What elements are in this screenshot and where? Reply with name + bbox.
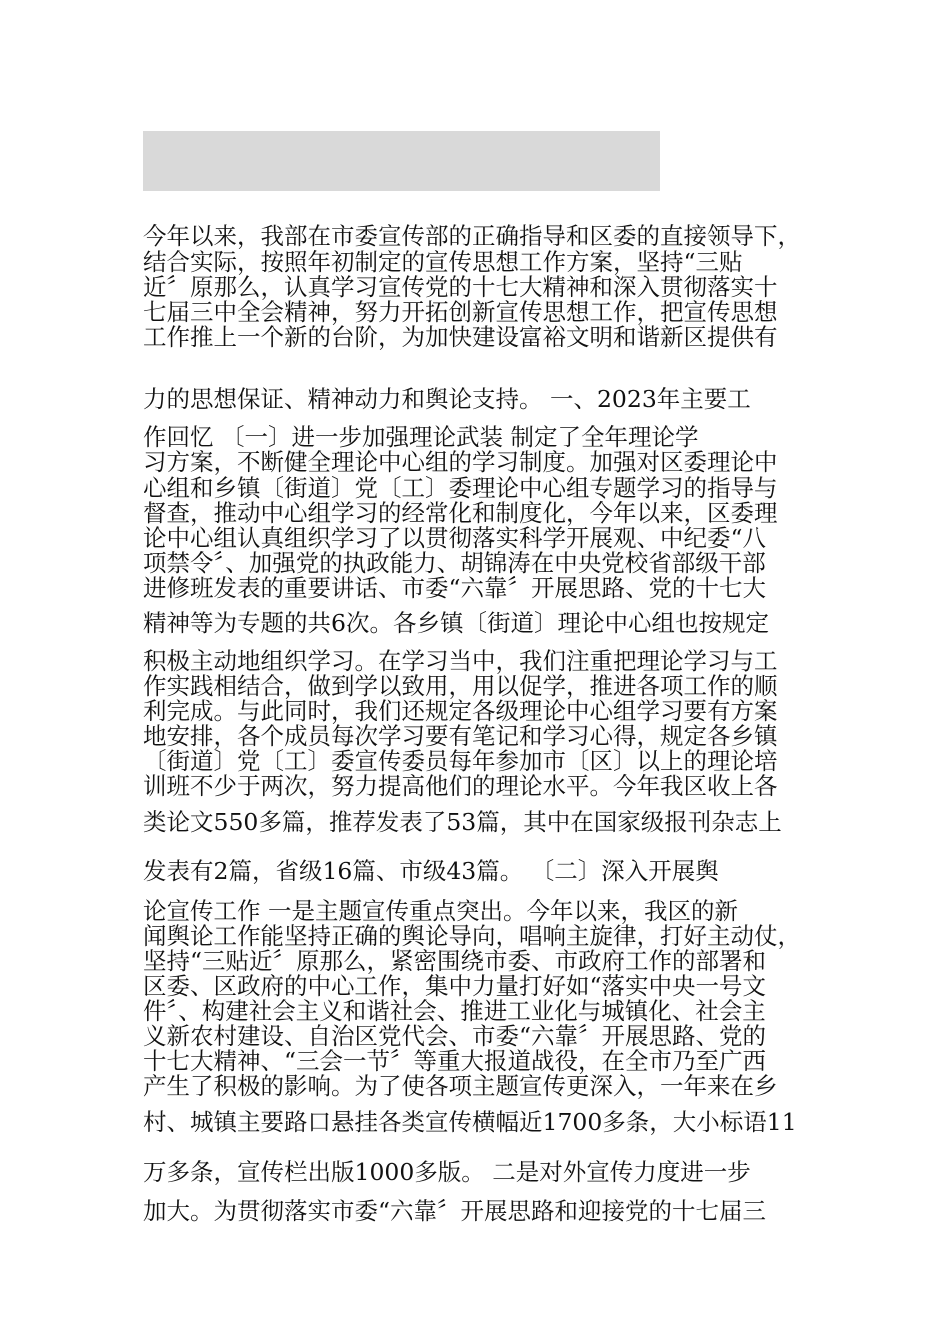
- body-line: 义新农村建设、自治区党代会、市委“六靠〞开展思路、党的: [143, 1022, 767, 1050]
- body-line: 万多条，宣传栏出版1000多版。 二是对外宣传力度进一步: [143, 1158, 751, 1186]
- body-line: 加大。为贯彻落实市委“六靠〞开展思路和迎接党的十七届三: [143, 1197, 767, 1225]
- body-line: 论宣传工作 一是主题宣传重点突出。今年以来，我区的新: [143, 897, 738, 925]
- body-line: 十七大精神、“三会一节〞等重大报道战役，在全市乃至广西: [143, 1047, 767, 1075]
- body-line: 结合实际，按照年初制定的宣传思想工作方案，坚持“三贴: [143, 248, 743, 276]
- body-line: 类论文550多篇，推荐发表了53篇，其中在国家级报刊杂志上: [143, 808, 782, 836]
- body-line: 作回忆 〔一〕进一步加强理论武装 制定了全年理论学: [143, 423, 699, 451]
- title-highlight: [143, 131, 660, 191]
- body-line: 利完成。与此同时，我们还规定各级理论中心组学习要有方案: [143, 697, 778, 725]
- body-line: 村、城镇主要路口悬挂各类宣传横幅近1700多条，大小标语11: [143, 1108, 797, 1136]
- body-line: 精神等为专题的共6次。各乡镇〔街道〕理论中心组也按规定: [143, 609, 769, 637]
- body-line: 七届三中全会精神，努力开拓创新宣传思想工作，把宣传思想: [143, 298, 778, 326]
- body-line: 闻舆论工作能坚持正确的舆论导向，唱响主旋律，打好主动仗，: [143, 922, 801, 950]
- body-line: 近〞原那么，认真学习宣传党的十七大精神和深入贯彻落实十: [143, 273, 778, 301]
- body-line: 论中心组认真组织学习了以贯彻落实科学开展观、中纪委“八: [143, 524, 767, 552]
- body-line: 心组和乡镇〔街道〕党〔工〕委理论中心组专题学习的指导与: [143, 474, 778, 502]
- body-line: 今年以来，我部在市委宣传部的正确指导和区委的直接领导下，: [143, 222, 801, 250]
- body-line: 件〞、构建社会主义和谐社会、推进工业化与城镇化、社会主: [143, 997, 766, 1025]
- body-line: 习方案，不断健全理论中心组的学习制度。加强对区委理论中: [143, 448, 778, 476]
- body-line: 产生了积极的影响。为了使各项主题宣传更深入，一年来在乡: [143, 1072, 778, 1100]
- body-line: 训班不少于两次，努力提高他们的理论水平。今年我区收上各: [143, 772, 778, 800]
- body-line: 发表有2篇，省级16篇、市级43篇。 〔二〕深入开展舆: [143, 857, 719, 885]
- body-line: 〔街道〕党〔工〕委宣传委员每年参加市〔区〕以上的理论培: [143, 747, 778, 775]
- body-line: 坚持“三贴近〞原那么，紧密围绕市委、市政府工作的部署和: [143, 947, 767, 975]
- body-line: 进修班发表的重要讲话、市委“六靠〞开展思路、党的十七大: [143, 574, 767, 602]
- body-line: 工作推上一个新的台阶，为加快建设富裕文明和谐新区提供有: [143, 323, 778, 351]
- body-line: 督查，推动中心组学习的经常化和制度化，今年以来，区委理: [143, 499, 778, 527]
- body-line: 积极主动地组织学习。在学习当中，我们注重把理论学习与工: [143, 647, 778, 675]
- body-line: 地安排，各个成员每次学习要有笔记和学习心得，规定各乡镇: [143, 722, 778, 750]
- body-line: 项禁令〞、加强党的执政能力、胡锦涛在中央党校省部级干部: [143, 549, 766, 577]
- body-line: 区委、区政府的中心工作，集中力量打好如“落实中央一号文: [143, 972, 767, 1000]
- body-line: 力的思想保证、精神动力和舆论支持。 一、2023年主要工: [143, 385, 751, 413]
- body-line: 作实践相结合，做到学以致用，用以促学，推进各项工作的顺: [143, 672, 778, 700]
